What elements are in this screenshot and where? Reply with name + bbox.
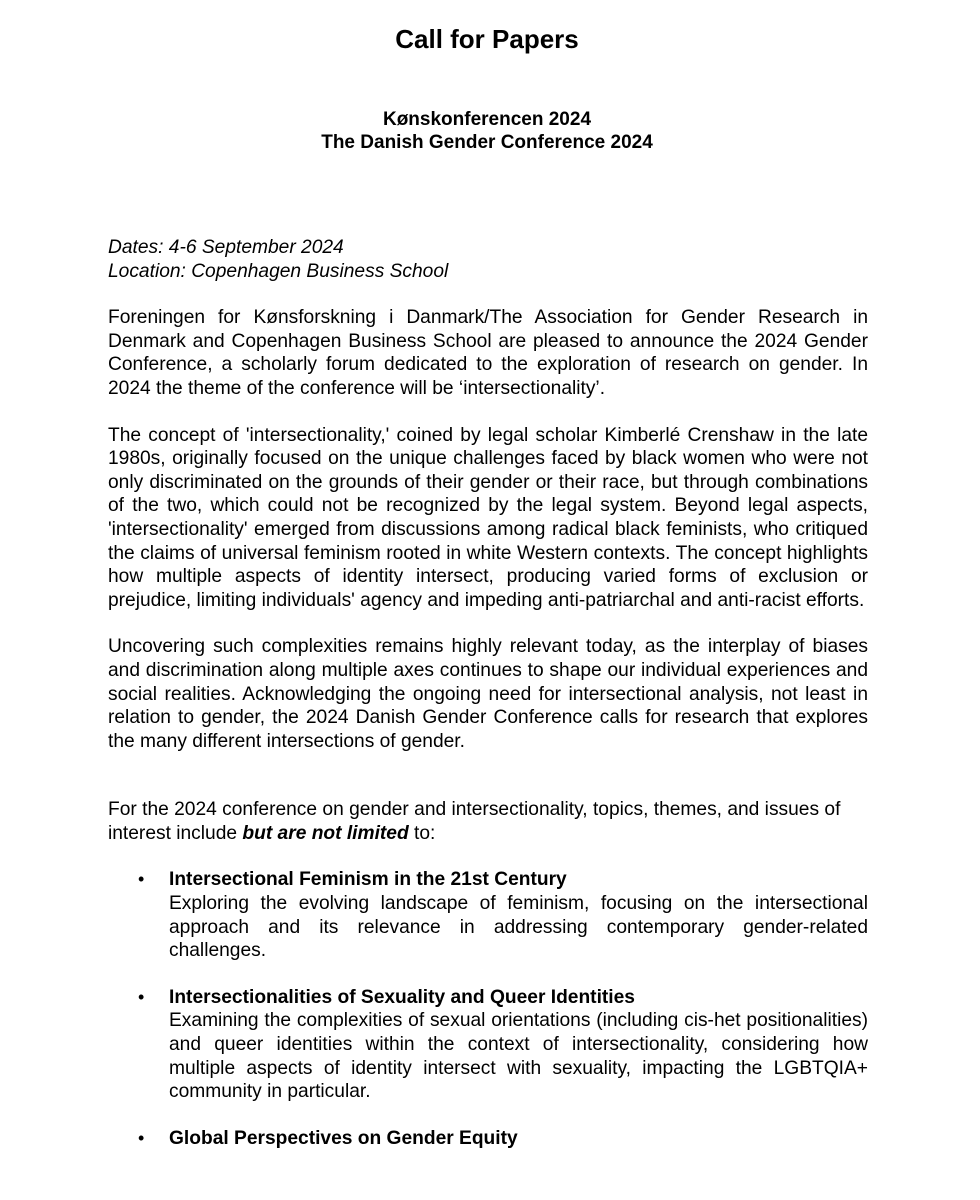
event-details: [108, 236, 868, 283]
topics-intro-emphasis: but are not limited: [242, 822, 409, 844]
bullet-icon: •: [138, 869, 145, 890]
subtitle-english: The Danish Gender Conference 2024: [321, 132, 653, 153]
topic-description: Exploring the evolving landscape of feminism, focusing on the intersectional approach and its relevance in addressing contemporary gender-related challenges.: [169, 893, 868, 962]
topics-intro-end: to:: [408, 822, 436, 844]
topic-description: Examining the complexities of sexual orientations (including cis-het positionalities) and queer identities within the context of intersectionality, considering how multiple aspects of identity intersect with sexuality, impacting the LGBTQIA+ community in particular.: [169, 1010, 868, 1103]
page-title: Call for Papers: [395, 24, 579, 54]
bullet-icon: •: [138, 986, 145, 1007]
topics-intro-start: For the 2024 conference on gender and intersectionality, topics, themes, and issues of interest include: [108, 799, 841, 844]
paragraph-concept: The concept of 'intersectionality,' coined by legal scholar Kimberlé Crenshaw in the late 1980s, originally focused on the unique challenges faced by black women who were not only discriminated on the grounds of their gender or their race, but through combinations of the two, which could not be recognized by the legal system. Beyond legal aspects, 'intersectionality' emerged from discussions among radical black feminists, who critiqued the claims of universal feminism rooted in white Western contexts. The concept highlights how multiple aspects of identity intersect, producing varied forms of exclusion or prejudice, limiting individuals' agency and impeding anti-patriarchal and anti-racist efforts.: [108, 424, 868, 611]
topic-title: Intersectional Feminism in the 21st Century: [169, 869, 567, 891]
bullet-icon: •: [138, 1127, 145, 1148]
topics-list: [108, 868, 868, 1150]
list-item: [108, 868, 868, 962]
list-item: [108, 1127, 868, 1151]
conference-subtitle: [0, 108, 974, 154]
topic-title: Global Perspectives on Gender Equity: [169, 1127, 518, 1149]
topic-title: Intersectionalities of Sexuality and Queer Identities: [169, 986, 635, 1008]
document-body: [108, 236, 868, 1173]
subtitle-danish: Kønskonferencen 2024: [382, 109, 592, 130]
event-dates: Dates: 4-6 September 2024: [108, 237, 344, 258]
paragraph-relevance: Uncovering such complexities remains highly relevant today, as the interplay of biases and discrimination along multiple axes continues to shape our individual experiences and social realities. Acknowledging the ongoing need for intersectional analysis, not least in relation to gender, the 2024 Danish Gender Conference calls for research that explores the many different intersections of gender.: [108, 636, 868, 752]
topics-intro: [108, 798, 868, 845]
paragraph-announcement: Foreningen for Kønsforskning i Danmark/The Association for Gender Research in Denmark and Copenhagen Business School are pleased to announce the 2024 Gender Conference, a scholarly forum dedicated to the exploration of research on gender. In 2024 the theme of the conference will be ‘intersectionality’.: [108, 307, 868, 399]
list-item: [108, 986, 868, 1104]
event-location: Location: Copenhagen Business School: [108, 260, 449, 282]
